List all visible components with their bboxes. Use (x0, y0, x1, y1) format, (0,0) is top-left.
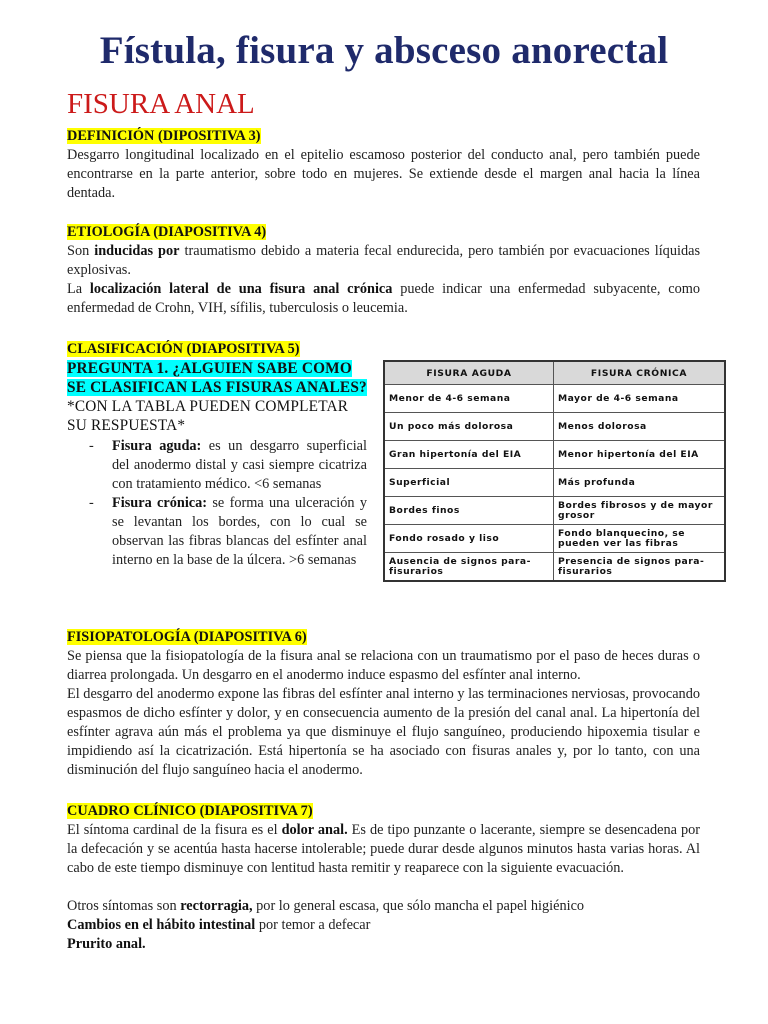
pregunta-line-1: PREGUNTA 1. ¿ALGUIEN SABE COMO (67, 360, 352, 377)
table-cell: Mayor de 4-6 semana (554, 385, 726, 413)
definicion-text: Desgarro longitudinal localizado en el epitelio escamoso posterior del conducto anal, pero también puede encontrarse en la parte anterior, sobre todo en mujeres. Se extiende desde el margen anal hacia la línea dentada. (67, 147, 700, 201)
pregunta-line-2: SE CLASIFICAN LAS FISURAS ANALES? (67, 379, 367, 396)
list-item: - Fisura aguda: es un desgarro superficial del anodermo distal y casi siempre cicatriza con tratamiento médico. <6 semanas (89, 438, 367, 492)
definicion-heading: DEFINICIÓN (DIPOSITIVA 3) (67, 128, 261, 144)
cuadro-paragraph-3: Cambios en el hábito intestinal por temor a defecar (67, 917, 371, 933)
fisiopatologia-heading: FISIOPATOLOGÍA (DIAPOSITIVA 6) (67, 629, 307, 645)
cuadro-clinico-heading: CUADRO CLÍNICO (DIAPOSITIVA 7) (67, 803, 313, 819)
table-row (384, 413, 725, 441)
table-cell: Menos dolorosa (554, 413, 726, 441)
cuadro-paragraph-4: Prurito anal. (67, 936, 146, 952)
table-row (384, 441, 725, 469)
list-item: - Fisura crónica: se forma una ulceración y se levantan los bordes, con lo cual se observan las fibras blancas del esfínter anal interno en la base de la úlcera. >6 semanas (89, 495, 367, 568)
etiologia-paragraph-2: La localización lateral de una fisura anal crónica puede indicar una enfermedad subyacente, como enfermedad de Crohn, VIH, sífilis, tuberculosis o leucemia. (67, 281, 701, 316)
etiologia-section (67, 223, 700, 318)
table-cell: Bordes finos (384, 497, 554, 525)
table-cell: Fondo blanquecino, se pueden ver las fibras (554, 525, 726, 553)
table-row (384, 385, 725, 413)
cuadro-clinico-section (67, 802, 700, 954)
table-cell: Gran hipertonía del EIA (384, 441, 554, 469)
cuadro-paragraph-2: Otros síntomas son rectorragia, por lo general escasa, que sólo mancha el papel higiénico (67, 898, 585, 914)
tabla-note: *CON LA TABLA PUEDEN COMPLETAR SU RESPUESTA* (67, 398, 349, 434)
table-row (384, 469, 725, 497)
blank-line (67, 878, 700, 897)
table-cell: Superficial (384, 469, 554, 497)
table-cell: Presencia de signos para-fisurarios (554, 553, 726, 582)
table-cell: Bordes fibrosos y de mayor grosor (554, 497, 726, 525)
definicion-section (67, 127, 700, 203)
etiologia-heading: ETIOLOGÍA (DIAPOSITIVA 4) (67, 224, 267, 240)
table-header-row (384, 361, 725, 385)
table-header-cell: FISURA CRÓNICA (554, 361, 726, 385)
table-cell: Menor de 4-6 semana (384, 385, 554, 413)
table-cell: Fondo rosado y liso (384, 525, 554, 553)
fisiopatologia-paragraph-1: Se piensa que la fisiopatología de la fisura anal se relaciona con un traumatismo por el paso de heces duras o diarrea prolongada. Un desgarro en el anodermo induce espasmo del esfínter anal interno. (67, 648, 700, 683)
table-row (384, 497, 725, 525)
clasificacion-heading: CLASIFICACIÓN (DIAPOSITIVA 5) (67, 341, 300, 357)
clasificacion-list (67, 437, 367, 570)
section-title-fisura-anal: FISURA ANAL (67, 88, 255, 120)
table-row (384, 553, 725, 582)
etiologia-paragraph-1: Son inducidas por traumatismo debido a materia fecal endurecida, pero también por evacuaciones líquidas explosivas. (67, 243, 701, 278)
clasificacion-section (67, 340, 367, 570)
table-cell: Un poco más dolorosa (384, 413, 554, 441)
fisiopatologia-section (67, 628, 700, 780)
table-header-cell: FISURA AGUDA (384, 361, 554, 385)
cuadro-paragraph-1: El síntoma cardinal de la fisura es el dolor anal. Es de tipo punzante o lacerante, siempre se desencadena por la defecación y se acentúa hasta hacerse intolerable; puede durar desde algunos minutos hasta varias horas. Al cabo de este tiempo disminuye con lentitud hasta remitir y reaparece con la siguiente evacuación. (67, 822, 701, 876)
table-row (384, 525, 725, 553)
table-cell: Más profunda (554, 469, 726, 497)
fisiopatologia-paragraph-2: El desgarro del anodermo expone las fibras del esfínter anal interno y las terminaciones nerviosas, provocando espasmos de dicho esfínter y dolor, y en consecuencia aumento de la presión del canal anal. La hipertonía del esfínter agrava aún más el problema ya que disminuye el flujo sanguíneo, produciendo hipoxemia tisular e impidiendo así la cicatrización. Está hipertonía se ha asociado con fisuras anales y, por lo tanto, con una disminución del flujo sanguíneo hacia el anodermo. (67, 686, 700, 778)
table-cell: Ausencia de signos para-fisurarios (384, 553, 554, 582)
clasificacion-table (383, 360, 726, 582)
document-title: Fístula, fisura y absceso anorectal (99, 29, 669, 72)
table-cell: Menor hipertonía del EIA (554, 441, 726, 469)
